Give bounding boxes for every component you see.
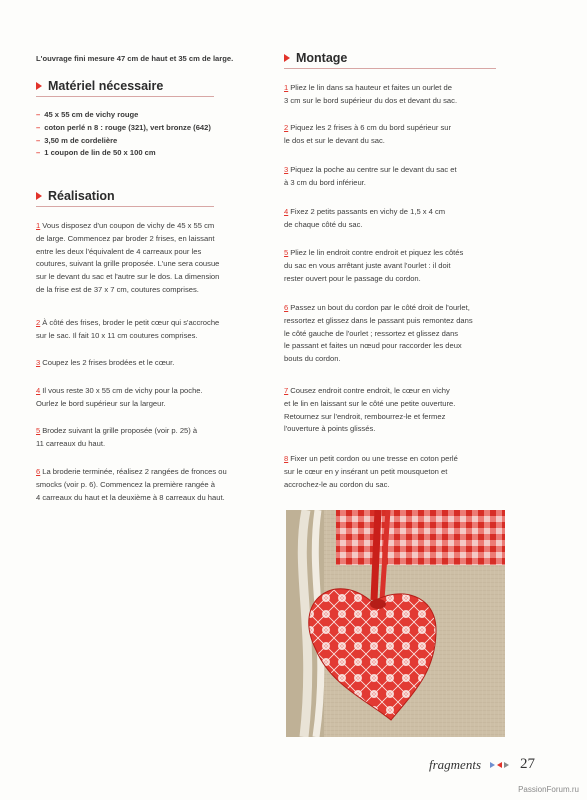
realisation-step-6: 6 La broderie terminée, réalisez 2 rangées de fronces ou smocks (voir p. 6). Commencez la première rangée à 4 carreaux du haut et la deuxième à 8 carreaux du haut. — [36, 467, 227, 502]
realisation-heading — [36, 189, 115, 203]
realisation-title: Réalisation — [48, 189, 115, 203]
page-footer — [429, 756, 535, 773]
realisation-step-3: 3 Coupez les 2 frises brodées et le cœur. — [36, 358, 175, 367]
montage-step-8: 8 Fixer un petit cordon ou une tresse en coton perlé sur le cœur en y insérant un petit mousqueton et accrochez-le au cordon du sac. — [284, 454, 458, 489]
list-item: – 3,50 m de cordelière — [36, 135, 118, 145]
montage-heading — [284, 51, 347, 65]
realisation-underline — [36, 206, 214, 207]
list-item: – 45 x 55 cm de vichy rouge — [36, 110, 139, 119]
triangle-bullet-icon — [284, 54, 290, 62]
page-number: 27 — [520, 756, 535, 772]
materiel-list — [36, 109, 211, 160]
intro-text: L'ouvrage fini mesure 47 cm de haut et 35 cm de large. — [36, 54, 234, 63]
realisation-step-4: 4 Il vous reste 30 x 55 cm de vichy pour la poche. Ourlez le bord supérieur sur la largeur. — [36, 386, 203, 408]
triple-arrow-icon — [489, 762, 510, 768]
montage-title: Montage — [296, 51, 348, 65]
montage-step-5: 5 Pliez le lin endroit contre endroit et piquez les côtés du sac en vous arrêtant juste avant l'ourlet : il doit rester ouvert pour le passage du cordon. — [284, 248, 464, 283]
realisation-step-1: 1 Vous disposez d'un coupon de vichy de 45 x 55 cm de large. Commencez par broder 2 frises, en laissant entre les deux l'équivalent de 4 carreaux pour les coutures, suivant la grille proposée. L'une sera cousue sur le devant du sac et l'autre sur le dos. La dimension de la frise est de 37 x 7 cm, coutures comprises. — [36, 221, 220, 294]
montage-step-4: 4 Fixez 2 petits passants en vichy de 1,5 x 4 cm de chaque côté du sac. — [284, 207, 446, 229]
montage-underline — [284, 68, 496, 69]
list-item: – 1 coupon de lin de 50 x 100 cm — [36, 148, 156, 158]
triangle-bullet-icon — [36, 82, 42, 90]
materiel-title: Matériel nécessaire — [48, 79, 164, 93]
montage-step-3: 3 Piquez la poche au centre sur le devant du sac et à 3 cm du bord inférieur. — [284, 165, 457, 187]
brand-name: fragments — [429, 756, 481, 772]
watermark: PassionForum.ru — [518, 785, 579, 794]
montage-step-1: 1 Pliez le lin dans sa hauteur et faites un ourlet de 3 cm sur le bord supérieur du dos et devant du sac. — [284, 83, 458, 105]
list-item: – coton perlé n 8 : rouge (321), vert bronze (642) — [36, 122, 211, 132]
triangle-bullet-icon — [36, 192, 42, 200]
montage-step-7: 7 Cousez endroit contre endroit, le cœur en vichy et le lin en laissant sur le côté une petite ouverture. Retournez sur l'endroit, rembourrez-le et fermez l'ouverture à points glissés. — [284, 386, 456, 434]
montage-step-6: 6 Passez un bout du cordon par le côté droit de l'ourlet, ressortez et glissez dans le passant puis remontez dans le côté gauche de l'ourlet ; ressortez et glissez dans le passant et faites un nœud pour raccorder les deux bouts du cordon. — [284, 303, 473, 364]
materiel-underline — [36, 96, 214, 97]
realisation-step-2: 2 À côté des frises, broder le petit cœur qui s'accroche sur le sac. Il fait 10 x 11 cm coutures comprises. — [36, 318, 220, 340]
heart-photo — [286, 510, 505, 737]
montage-step-2: 2 Piquez les 2 frises à 6 cm du bord supérieur sur le dos et sur le devant du sac. — [284, 123, 452, 145]
materiel-heading — [36, 79, 163, 93]
realisation-step-5: 5 Brodez suivant la grille proposée (voir p. 25) à 11 carreaux du haut. — [36, 426, 198, 448]
